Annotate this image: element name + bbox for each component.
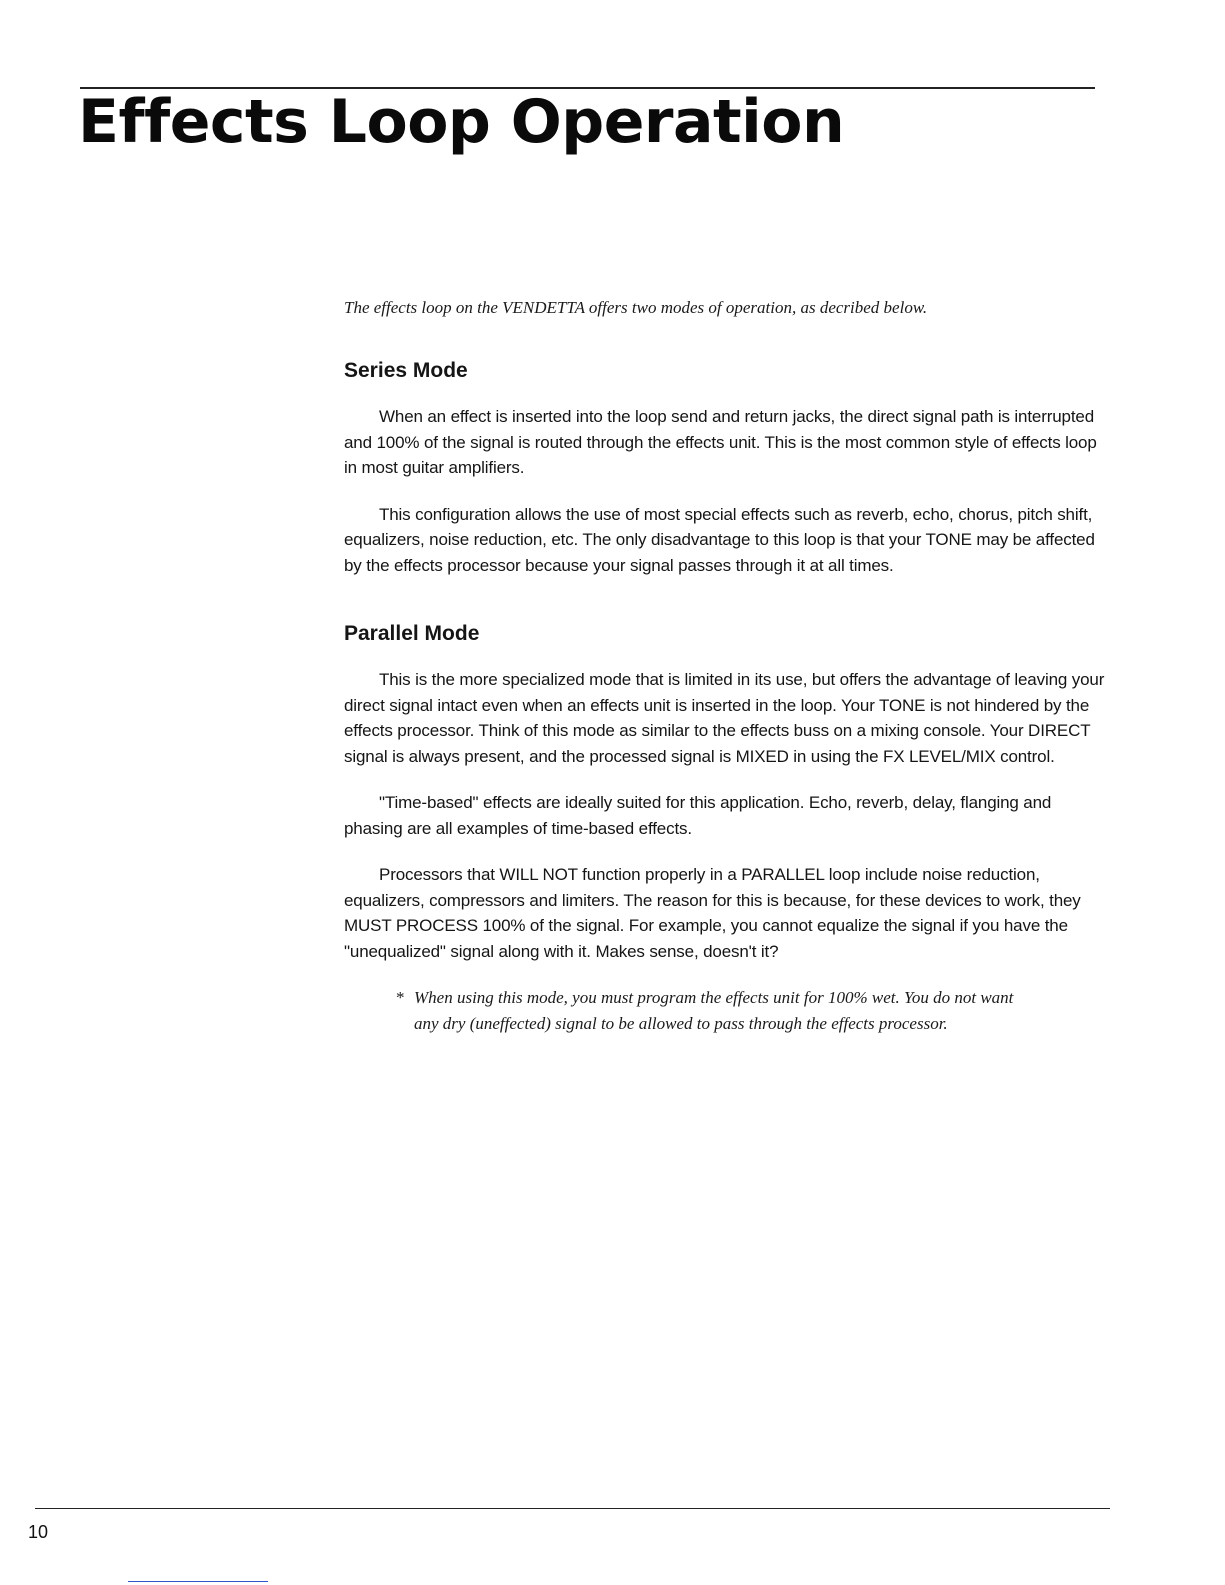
footer-underline (128, 1581, 268, 1582)
section-heading: Series Mode (344, 359, 468, 382)
asterisk-marker: * (396, 988, 405, 1007)
paragraph: Processors that WILL NOT function properly in a PARALLEL loop include noise reduction, equalizers, compressors and limiters. The reason for this is because, for these devices to work, they MUST PROCESS 100% of the signal. For example, you cannot equalize the signal if you have the "unequalized" signal along with it. Makes sense, doesn't it? (344, 865, 1081, 961)
page-number: 10 (28, 1522, 49, 1542)
page-title: Effects Loop Operation (78, 87, 845, 157)
paragraph: "Time-based" effects are ideally suited for this application. Echo, reverb, delay, flanging and phasing are all examples of time-based effects. (344, 793, 1052, 838)
paragraph: This is the more specialized mode that is limited in its use, but offers the advantage of leaving your direct signal intact even when an effects unit is inserted in the loop. Your TONE is not hindered by the effects processor. Think of this mode as similar to the effects buss on a mixing console. Your DIRECT signal is always present, and the processed signal is MIXED in using the FX LEVEL/MIX control. (344, 670, 1105, 766)
main-content (344, 296, 1106, 1037)
section-heading: Parallel Mode (344, 622, 480, 645)
intro-text: The effects loop on the VENDETTA offers two modes of operation, as decribed below. (344, 298, 928, 317)
footnote-text: When using this mode, you must program the effects unit for 100% wet. You do not want any dry (uneffected) signal to be allowed to pass through the effects processor. (414, 988, 1014, 1033)
section-series-mode (344, 358, 1106, 578)
footnote (344, 985, 1034, 1037)
paragraph: This configuration allows the use of most special effects such as reverb, echo, chorus, pitch shift, equalizers, noise reduction, etc. The only disadvantage to this loop is that your TONE may be affected by the effects processor because your signal passes through it at all times. (344, 504, 1095, 575)
section-parallel-mode (344, 621, 1106, 1037)
bottom-divider (35, 1508, 1110, 1509)
paragraph: When an effect is inserted into the loop send and return jacks, the direct signal path is interrupted and 100% of the signal is routed through the effects unit. This is the most common style of effects loop in most guitar amplifiers. (344, 407, 1097, 477)
